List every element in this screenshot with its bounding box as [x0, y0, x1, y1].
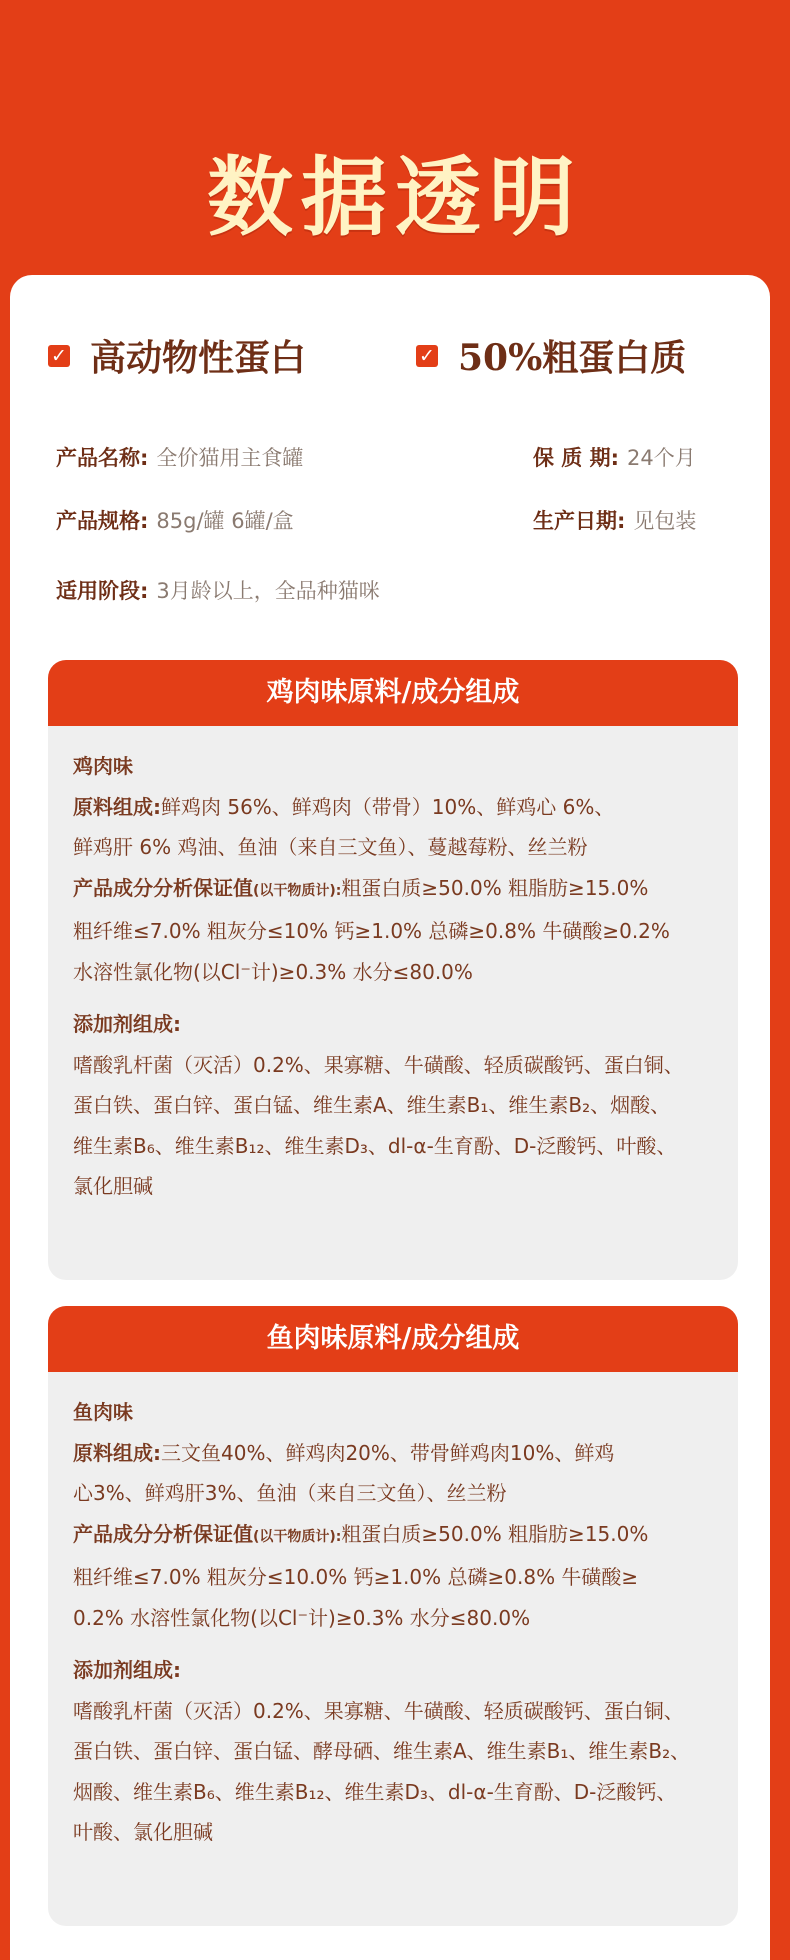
raw-label: 原料组成:: [73, 1440, 161, 1465]
info-value: 全价猫用主食罐: [156, 446, 304, 470]
fish-ingredients-section: [48, 1306, 738, 1926]
additive-line: 蛋白铁、蛋白锌、蛋白锰、维生素A、维生素B₁、维生素B₂、烟酸、: [73, 1093, 671, 1117]
analysis-line: 粗蛋白质≥50.0% 粗脂肪≥15.0%: [341, 1521, 649, 1546]
info-product-name: [56, 442, 303, 472]
chicken-ingredients-section: [48, 660, 738, 1280]
section-header: 鱼肉味原料/成分组成: [48, 1306, 738, 1372]
checkbox-icon: ✓: [416, 345, 438, 367]
additive-label: 添加剂组成:: [73, 1012, 181, 1036]
info-label: 保 质 期:: [533, 446, 620, 470]
flavor-name: 鱼肉味: [73, 1400, 133, 1424]
analysis-label: 产品成分分析保证值: [73, 875, 253, 900]
raw-label: 原料组成:: [73, 794, 161, 819]
highlight-crude-protein: [416, 330, 686, 381]
info-value: 3月龄以上，全品种猫咪: [156, 579, 380, 603]
additive-line: 烟酸、维生素B₆、维生素B₁₂、维生素D₃、dl-α-生育酚、D-泛酸钙、: [73, 1779, 677, 1804]
analysis-line: 粗纤维≤7.0% 粗灰分≤10.0% 钙≥1.0% 总磷≥0.8% 牛磺酸≥: [73, 1565, 639, 1589]
additive-line: 维生素B₆、维生素B₁₂、维生素D₃、dl-α-生育酚、D-泛酸钙、叶酸、: [73, 1133, 677, 1158]
analysis-note: (以干物质计):: [253, 882, 342, 899]
info-stage: [56, 575, 380, 605]
highlight-protein: [48, 330, 306, 381]
checkbox-icon: ✓: [48, 345, 70, 367]
additive-line: 嗜酸乳杆菌（灭活）0.2%、果寡糖、牛磺酸、轻质碳酸钙、蛋白铜、: [73, 1698, 684, 1723]
analysis-line: 粗纤维≤7.0% 粗灰分≤10% 钙≥1.0% 总磷≥0.8% 牛磺酸≥0.2%: [73, 919, 670, 943]
section-header: 鸡肉味原料/成分组成: [48, 660, 738, 726]
info-value: 见包装: [633, 509, 697, 533]
page-title: 数据透明: [207, 147, 583, 248]
highlight-label: 高动物性蛋白: [90, 337, 307, 379]
additive-line: 叶酸、氯化胆碱: [73, 1820, 213, 1844]
info-label: 产品名称:: [56, 446, 149, 470]
raw-line: 鲜鸡肉 56%、鲜鸡肉（带骨）10%、鲜鸡心 6%、: [161, 794, 615, 819]
additive-line: 蛋白铁、蛋白锌、蛋白锰、酵母硒、维生素A、维生素B₁、维生素B₂、: [73, 1739, 691, 1763]
info-value: 24个月: [627, 446, 696, 470]
info-value: 85g/罐 6罐/盒: [156, 509, 294, 533]
analysis-label: 产品成分分析保证值: [73, 1521, 253, 1546]
additive-line: 嗜酸乳杆菌（灭活）0.2%、果寡糖、牛磺酸、轻质碳酸钙、蛋白铜、: [73, 1052, 684, 1077]
analysis-note: (以干物质计):: [253, 1528, 342, 1545]
info-production-date: [533, 505, 696, 535]
flavor-name: 鸡肉味: [73, 754, 133, 778]
info-shelf-life: [533, 442, 696, 472]
raw-line: 三文鱼40%、鲜鸡肉20%、带骨鲜鸡肉10%、鲜鸡: [161, 1440, 615, 1465]
highlight-label: 50%粗蛋白质: [458, 337, 687, 379]
analysis-line: 0.2% 水溶性氯化物(以Cl⁻计)≥0.3% 水分≤80.0%: [73, 1605, 531, 1630]
raw-line: 鲜鸡肝 6% 鸡油、鱼油（来自三文鱼）、蔓越莓粉、丝兰粉: [73, 835, 588, 859]
info-label: 适用阶段:: [56, 579, 149, 603]
additive-label: 添加剂组成:: [73, 1658, 181, 1682]
info-label: 生产日期:: [533, 509, 626, 533]
analysis-line: 粗蛋白质≥50.0% 粗脂肪≥15.0%: [341, 875, 649, 900]
info-label: 产品规格:: [56, 509, 149, 533]
analysis-line: 水溶性氯化物(以Cl⁻计)≥0.3% 水分≤80.0%: [73, 959, 473, 984]
info-spec: [56, 505, 294, 535]
raw-line: 心3%、鲜鸡肝3%、鱼油（来自三文鱼）、丝兰粉: [73, 1481, 507, 1505]
additive-line: 氯化胆碱: [73, 1174, 153, 1198]
